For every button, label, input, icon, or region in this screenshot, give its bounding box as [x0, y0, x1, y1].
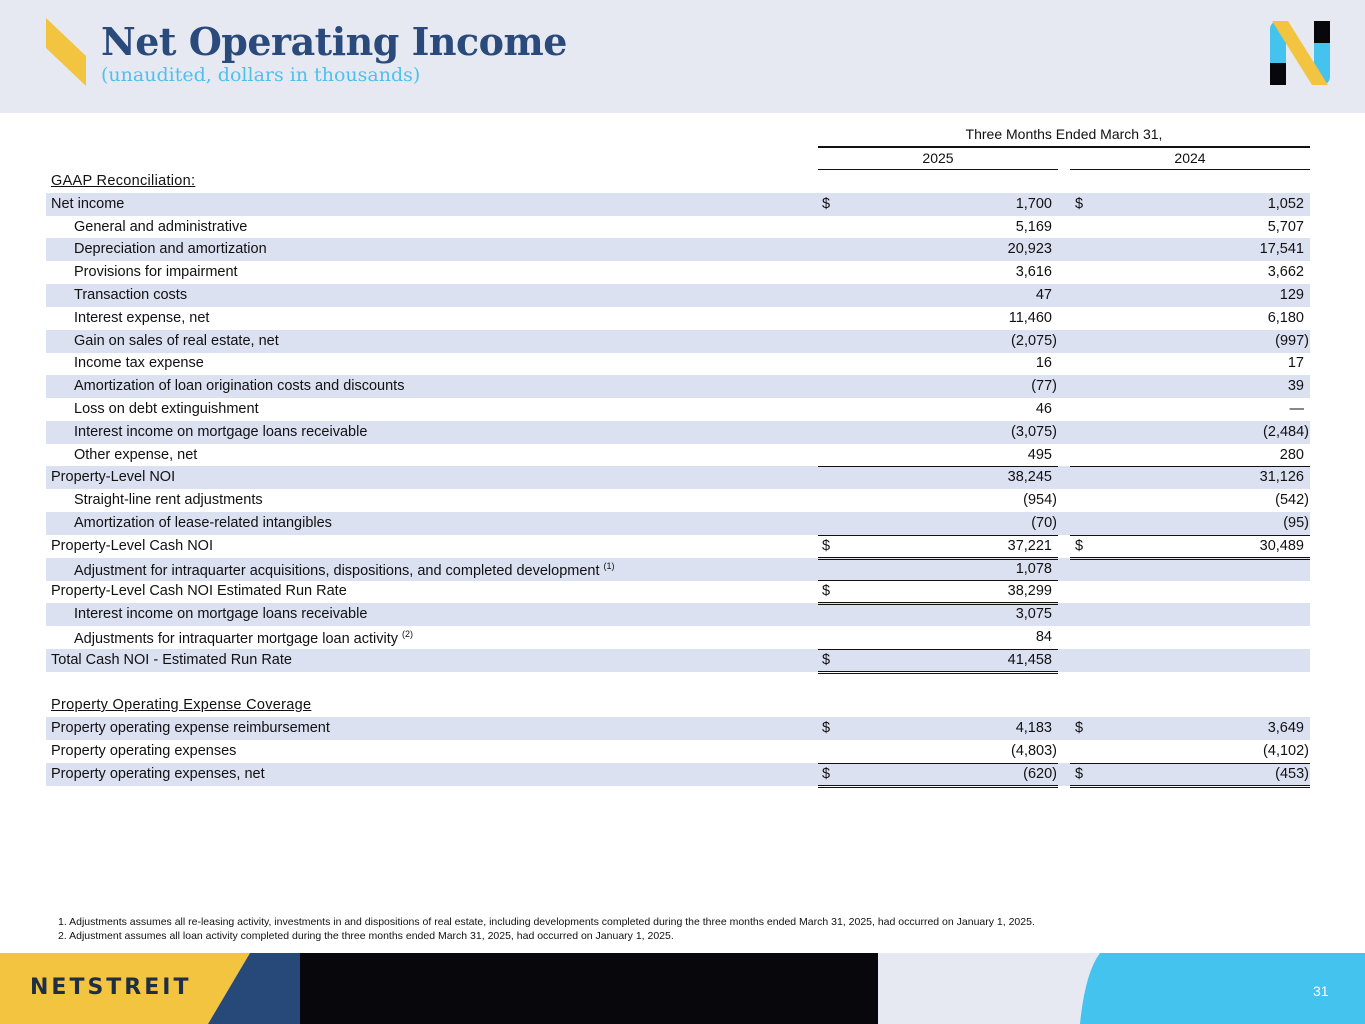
table-row [46, 649, 1310, 672]
value-2025: 41,458 [1007, 652, 1052, 668]
table-row [46, 284, 1310, 307]
row-label-text: Adjustment for intraquarter acquisitions, dispositions, and completed development [74, 562, 600, 579]
row-label [74, 287, 187, 303]
table-row [46, 421, 1310, 444]
page-title: Net Operating Income [101, 19, 567, 64]
currency-2025: $ [822, 766, 831, 782]
row-label-text: Straight-line rent adjustments [74, 492, 263, 508]
value-2025: 1,078 [1015, 561, 1052, 577]
value-2024: 280 [1279, 447, 1304, 463]
subtotal-rule [818, 649, 1058, 650]
row-label [74, 355, 204, 371]
table-row [46, 558, 1310, 581]
period-heading: Three Months Ended March 31, [965, 126, 1163, 142]
value-2025: 38,245 [1007, 469, 1052, 485]
table-row [46, 375, 1310, 398]
table-row [46, 535, 1310, 558]
value-2024: 31,126 [1259, 469, 1304, 485]
row-label [74, 424, 367, 440]
value-2024: — [1289, 401, 1304, 417]
row-label-text: Property operating expense reimbursement [51, 720, 330, 736]
page-subtitle: (unaudited, dollars in thousands) [101, 64, 421, 86]
table-row [46, 489, 1310, 512]
value-2025: 11,460 [1008, 310, 1052, 326]
subtotal-rule [1070, 466, 1310, 467]
table-row [46, 398, 1310, 421]
row-label [74, 561, 615, 579]
period-heading-rule [818, 146, 1310, 148]
row-label-text: Total Cash NOI - Estimated Run Rate [51, 652, 292, 668]
row-label-text: GAAP Reconciliation: [51, 173, 196, 189]
row-label [51, 766, 265, 782]
value-2025: 46 [1035, 401, 1052, 417]
value-2025: (77) [1031, 378, 1057, 394]
footer-brand: NETSTREIT [30, 975, 192, 1000]
currency-2024: $ [1075, 538, 1084, 554]
value-2025: 3,075 [1015, 606, 1052, 622]
total-double-rule [1070, 557, 1310, 560]
value-2025: (954) [1023, 492, 1057, 508]
subtotal-rule [1070, 535, 1310, 536]
total-double-rule [1070, 785, 1310, 788]
table-row [46, 352, 1310, 375]
row-label [74, 219, 247, 235]
row-label-text: Property operating expenses, net [51, 766, 265, 782]
row-label [74, 447, 197, 463]
row-label-text: Provisions for impairment [74, 264, 238, 280]
table-row [46, 216, 1310, 239]
value-2025: 84 [1035, 629, 1052, 645]
row-label-text: Income tax expense [74, 355, 204, 371]
value-2024: 5,707 [1267, 219, 1304, 235]
value-2025: 5,169 [1015, 219, 1052, 235]
year-2024-heading: 2024 [1174, 150, 1206, 166]
year-2025-heading: 2025 [922, 150, 954, 166]
table-row [46, 330, 1310, 353]
currency-2025: $ [822, 538, 831, 554]
row-label [51, 196, 124, 212]
table-row [46, 580, 1310, 603]
row-label [74, 401, 259, 417]
total-double-rule [818, 602, 1058, 605]
row-label-text: Gain on sales of real estate, net [74, 333, 279, 349]
table-row [46, 763, 1310, 786]
value-2024: 39 [1287, 378, 1304, 394]
currency-2025: $ [822, 720, 831, 736]
value-2024: (453) [1275, 766, 1309, 782]
row-label-text: Property Operating Expense Coverage [51, 697, 312, 713]
value-2025: 3,616 [1015, 264, 1052, 280]
table-row [46, 170, 1310, 193]
value-2025: (4,803) [1011, 743, 1057, 759]
currency-2024: $ [1075, 766, 1084, 782]
row-label-text: Interest expense, net [74, 310, 210, 326]
row-label-text: Other expense, net [74, 447, 198, 463]
table-row [46, 466, 1310, 489]
table-row [46, 717, 1310, 740]
row-label [74, 241, 267, 257]
netstreit-logo-icon [1270, 21, 1330, 85]
value-2024: (997) [1275, 333, 1309, 349]
total-double-rule [818, 671, 1058, 674]
value-2024: 17,541 [1259, 241, 1304, 257]
row-label [74, 492, 263, 508]
value-2024: 3,662 [1267, 264, 1304, 280]
chevron-accent-icon [46, 18, 86, 86]
row-label [74, 378, 404, 394]
value-2025: 4,183 [1015, 720, 1052, 736]
value-2025: 495 [1027, 447, 1052, 463]
row-label [74, 515, 332, 531]
row-label-text: Property-Level Cash NOI [51, 538, 213, 554]
value-2024: 30,489 [1259, 538, 1304, 554]
row-label-text: Amortization of lease-related intangibles [74, 515, 332, 531]
value-2024: (4,102) [1263, 743, 1309, 759]
value-2024: 6,180 [1267, 310, 1304, 326]
value-2025: (3,075) [1011, 424, 1057, 440]
row-label-text: Net income [51, 196, 125, 212]
row-label-text: Property-Level Cash NOI Estimated Run Rate [51, 583, 347, 599]
page-number: 31 [1313, 983, 1329, 999]
value-2025: 47 [1035, 287, 1052, 303]
subtotal-rule [818, 466, 1058, 467]
row-label-text: Amortization of loan origination costs and discounts [74, 378, 405, 394]
header-band [0, 0, 1365, 113]
value-2025: 16 [1035, 355, 1052, 371]
table-row [46, 307, 1310, 330]
table-row [46, 694, 1310, 717]
subtotal-rule [818, 763, 1058, 764]
row-label-text: Depreciation and amortization [74, 241, 267, 257]
table-row [46, 238, 1310, 261]
table-row [46, 603, 1310, 626]
currency-2024: $ [1075, 720, 1084, 736]
currency-2025: $ [822, 652, 831, 668]
value-2024: 129 [1279, 287, 1304, 303]
section-heading [51, 697, 311, 713]
table-row [46, 512, 1310, 535]
value-2024: 1,052 [1267, 196, 1304, 212]
table-row [46, 740, 1310, 763]
footnote-marker: (1) [603, 561, 615, 571]
value-2025: (70) [1031, 515, 1057, 531]
value-2024: (542) [1275, 492, 1309, 508]
value-2024: (95) [1283, 515, 1309, 531]
row-label-text: Interest income on mortgage loans receivable [74, 424, 368, 440]
footer-band [0, 953, 1365, 1024]
row-label-text: Transaction costs [74, 287, 188, 303]
table-row [46, 444, 1310, 467]
table-row [46, 193, 1310, 216]
currency-2024: $ [1075, 196, 1084, 212]
value-2025: (620) [1023, 766, 1057, 782]
row-label [74, 629, 413, 647]
subtotal-rule [1070, 763, 1310, 764]
row-label [51, 720, 330, 736]
row-label [51, 743, 236, 759]
value-2025: 20,923 [1007, 241, 1052, 257]
value-2024: 17 [1287, 355, 1304, 371]
table-row [46, 261, 1310, 284]
footnote-2: 2. Adjustment assumes all loan activity completed during the three months ended March 31, 2025, had occurred on January 1, 2025. [58, 930, 674, 942]
value-2025: (2,075) [1011, 333, 1057, 349]
row-label [51, 652, 292, 668]
value-2025: 38,299 [1007, 583, 1052, 599]
row-label [74, 310, 209, 326]
currency-2025: $ [822, 583, 831, 599]
row-label [51, 538, 213, 554]
footnote-1: 1. Adjustments assumes all re-leasing activity, investments in and dispositions of real estate, including developments completed during the three months ended March 31, 2025, had occurred on January 1, 2025. [58, 916, 1035, 928]
row-label-text: General and administrative [74, 219, 248, 235]
row-label [51, 469, 175, 485]
total-double-rule [818, 785, 1058, 788]
row-label [74, 606, 367, 622]
subtotal-rule [818, 535, 1058, 536]
row-label-text: Adjustments for intraquarter mortgage loan activity [74, 630, 398, 647]
table-row [46, 626, 1310, 649]
row-label [74, 264, 238, 280]
value-2025: 1,700 [1015, 196, 1052, 212]
value-2024: 3,649 [1267, 720, 1304, 736]
section-heading [51, 173, 195, 189]
subtotal-rule [818, 580, 1058, 581]
value-2024: (2,484) [1263, 424, 1309, 440]
row-label-text: Interest income on mortgage loans receivable [74, 606, 368, 622]
row-label [74, 333, 279, 349]
row-label-text: Loss on debt extinguishment [74, 401, 259, 417]
currency-2025: $ [822, 196, 831, 212]
footnote-marker: (2) [402, 629, 414, 639]
row-label-text: Property operating expenses [51, 743, 237, 759]
total-double-rule [818, 557, 1058, 560]
row-label [51, 583, 347, 599]
row-label-text: Property-Level NOI [51, 469, 176, 485]
value-2025: 37,221 [1007, 538, 1052, 554]
